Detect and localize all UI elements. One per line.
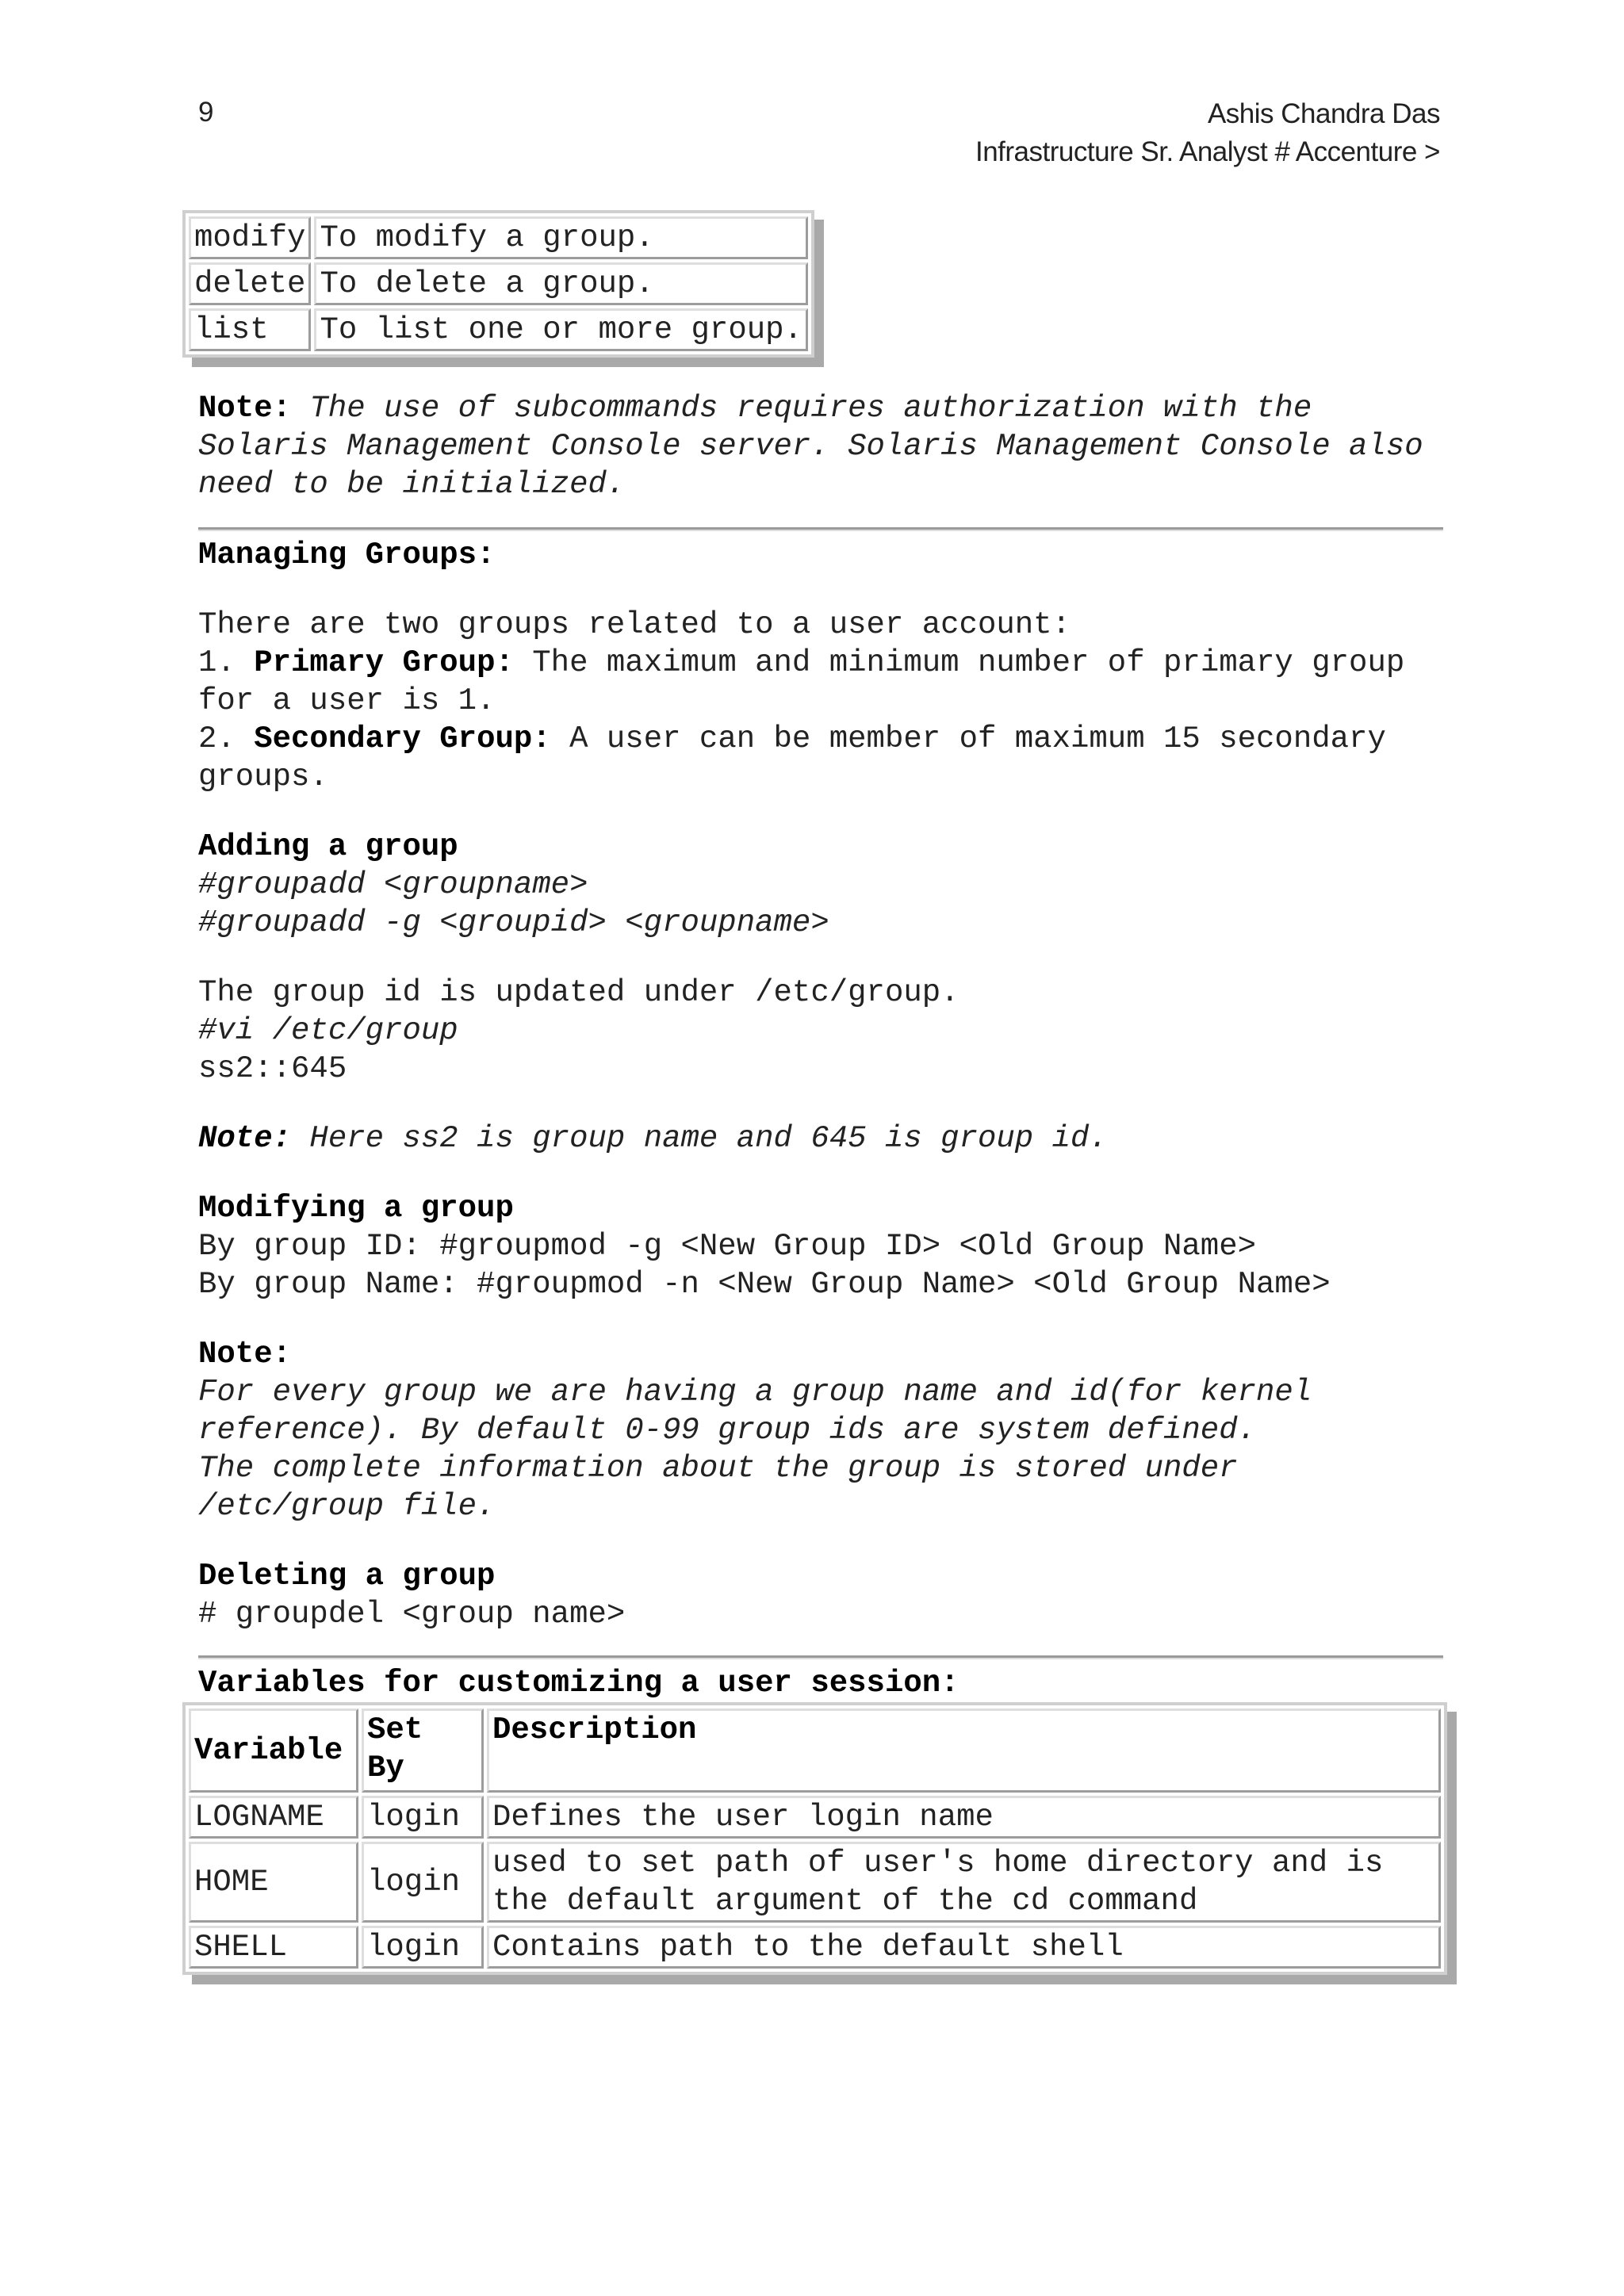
variable-name: HOME xyxy=(189,1842,358,1923)
column-header-variable: Variable xyxy=(189,1709,358,1793)
table-row xyxy=(189,216,808,259)
adding-note xyxy=(198,1119,1443,1158)
groups-intro: There are two groups related to a user account: xyxy=(198,607,1071,642)
primary-group-label: Primary Group: xyxy=(254,645,514,680)
note-text: The use of subcommands requires authorization with the Solaris Management Console server. Solaris Management Console also need to be initialized. xyxy=(198,391,1423,502)
section-heading-adding-group: Adding a group xyxy=(198,829,458,864)
subcommand-name: modify xyxy=(189,216,311,259)
variable-name: LOGNAME xyxy=(189,1796,358,1839)
vi-command: #vi /etc/group xyxy=(198,1013,458,1048)
column-header-set-by: Set By xyxy=(362,1709,484,1793)
variable-set-by: login xyxy=(362,1796,484,1839)
variable-description: Contains path to the default shell xyxy=(487,1926,1441,1969)
document-body xyxy=(194,210,1443,1975)
column-header-description: Description xyxy=(487,1709,1441,1793)
note-label: Note: xyxy=(198,1121,292,1156)
secondary-group-item xyxy=(198,720,1443,796)
subcommand-description: To modify a group. xyxy=(314,216,808,259)
note-text: Here ss2 is group name and 645 is group id. xyxy=(291,1121,1108,1156)
note-line: reference). By default 0-99 group ids are system defined. xyxy=(198,1413,1257,1448)
secondary-group-label: Secondary Group: xyxy=(254,721,551,756)
variable-set-by: login xyxy=(362,1926,484,1969)
note-line: The complete information about the group is stored under xyxy=(198,1451,1238,1486)
note-line: /etc/group file. xyxy=(198,1489,496,1524)
table-row xyxy=(189,1926,1441,1969)
table-row xyxy=(189,1796,1441,1839)
groupadd-command: #groupadd <groupname> xyxy=(198,867,588,902)
subcommand-note xyxy=(198,389,1435,503)
table-row xyxy=(189,308,808,351)
section-heading-managing-groups: Managing Groups: xyxy=(198,538,496,572)
running-header xyxy=(975,95,1440,171)
primary-group-text: The maximum and minimum number of primary group for a user is 1. xyxy=(198,645,1405,718)
list-number: 2. xyxy=(198,721,255,756)
section-heading-deleting-group: Deleting a group xyxy=(198,1559,496,1594)
group-example-line: ss2::645 xyxy=(198,1051,347,1086)
subcommand-table xyxy=(182,210,814,358)
variable-description: used to set path of user's home directory and is the default argument of the cd command xyxy=(487,1842,1441,1923)
note-line: For every group we are having a group name and id(for kernel xyxy=(198,1375,1312,1410)
note-label: Note: xyxy=(198,391,292,426)
author-role: Infrastructure Sr. Analyst # Accenture > xyxy=(975,136,1440,167)
table-row xyxy=(189,262,808,305)
page-number: 9 xyxy=(198,97,214,128)
primary-group-item xyxy=(198,644,1443,720)
author-name: Ashis Chandra Das xyxy=(1207,98,1440,129)
variable-set-by: login xyxy=(362,1842,484,1923)
table-header-row xyxy=(189,1709,1441,1793)
subcommand-name: list xyxy=(189,308,311,351)
variable-name: SHELL xyxy=(189,1926,358,1969)
list-number: 1. xyxy=(198,645,255,680)
variables-table xyxy=(182,1702,1447,1975)
note-label: Note: xyxy=(198,1337,292,1372)
groupdel-command: # groupdel <group name> xyxy=(198,1597,626,1632)
section-heading-variables: Variables for customizing a user session: xyxy=(198,1666,959,1701)
table-row xyxy=(189,1842,1441,1923)
variable-description: Defines the user login name xyxy=(487,1796,1441,1839)
groupmod-by-name: By group Name: #groupmod -n <New Group Name> <Old Group Name> xyxy=(198,1267,1331,1302)
groupmod-by-id: By group ID: #groupmod -g <New Group ID> <Old Group Name> xyxy=(198,1229,1257,1264)
group-id-info: The group id is updated under /etc/group. xyxy=(198,975,959,1010)
section-heading-modifying-group: Modifying a group xyxy=(198,1191,514,1226)
subcommand-name: delete xyxy=(189,262,311,305)
subcommand-description: To delete a group. xyxy=(314,262,808,305)
secondary-group-text: A user can be member of maximum 15 secondary groups. xyxy=(198,721,1386,794)
groupadd-gid-command: #groupadd -g <groupid> <groupname> xyxy=(198,905,829,940)
subcommand-description: To list one or more group. xyxy=(314,308,808,351)
